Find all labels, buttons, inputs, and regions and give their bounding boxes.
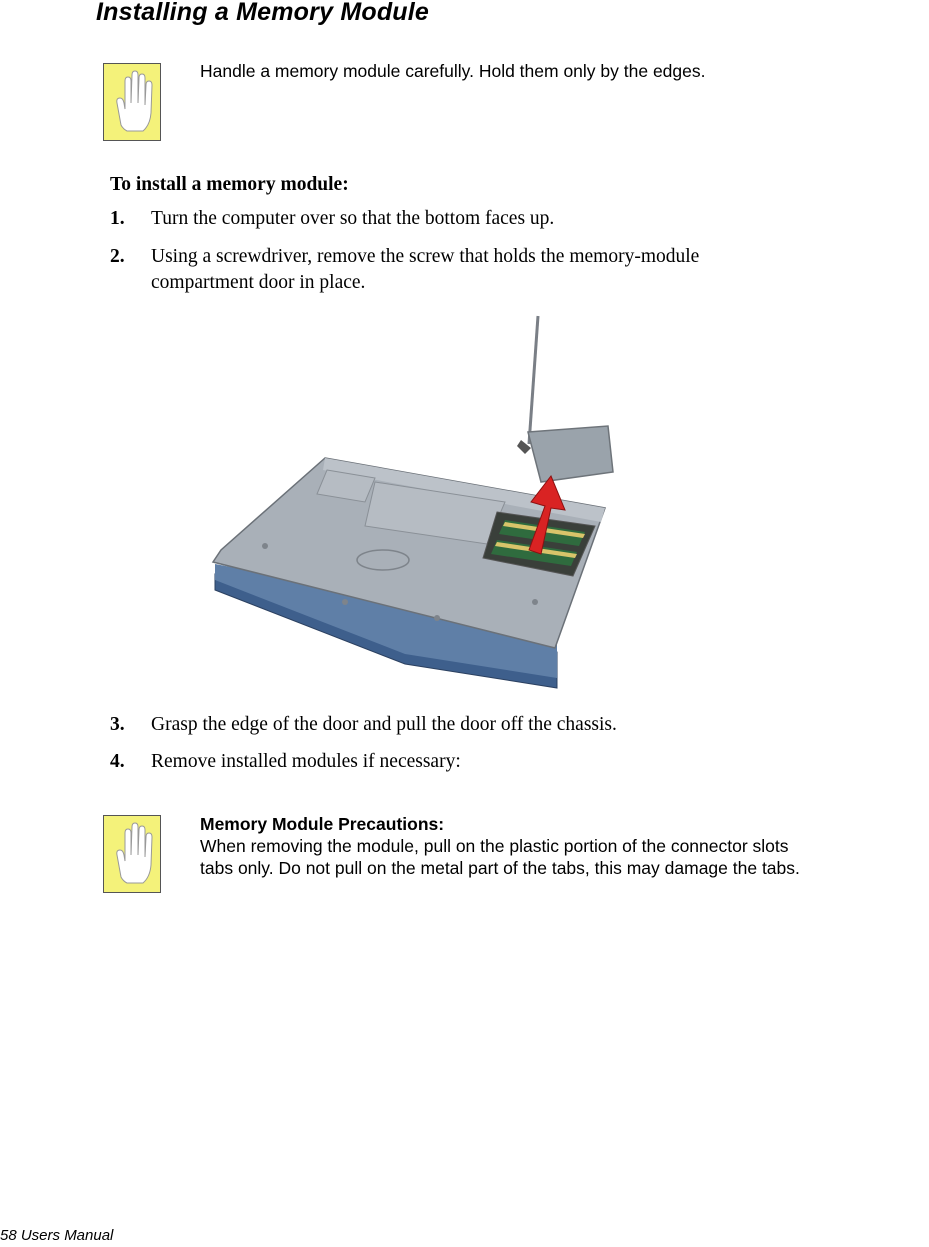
step-4 xyxy=(110,749,870,775)
step-number: 3. xyxy=(110,714,125,735)
step-number: 4. xyxy=(110,751,125,772)
step-3 xyxy=(110,712,870,738)
caution-text: Handle a memory module carefully. Hold them only by the edges. xyxy=(200,61,706,81)
precautions-line: When removing the module, pull on the plastic portion of the connector slots xyxy=(200,836,789,856)
precautions-note xyxy=(200,813,800,879)
caution-hand-icon xyxy=(103,815,161,893)
step-text: Remove installed modules if necessary: xyxy=(151,751,461,772)
page-title: Installing a Memory Module xyxy=(96,0,430,26)
precautions-line: tabs only. Do not pull on the metal part of the tabs, this may damage the tabs. xyxy=(200,858,800,878)
step-text-continued: compartment door in place. xyxy=(151,272,366,293)
step-number: 2. xyxy=(110,246,125,267)
procedure-heading: To install a memory module: xyxy=(110,174,349,195)
page-footer: 58 Users Manual xyxy=(0,1227,114,1244)
step-2 xyxy=(110,244,870,296)
step-1 xyxy=(110,206,870,232)
step-text: Grasp the edge of the door and pull the door off the chassis. xyxy=(151,714,617,735)
step-text: Using a screwdriver, remove the screw that holds the memory-module xyxy=(151,246,700,267)
caution-hand-icon xyxy=(103,63,161,141)
screwdriver-icon xyxy=(529,316,538,444)
step-number: 1. xyxy=(110,208,125,229)
step-text: Turn the computer over so that the bottom faces up. xyxy=(151,208,555,229)
precautions-title: Memory Module Precautions: xyxy=(200,814,445,834)
memory-door-icon xyxy=(528,426,613,482)
laptop-memory-door-illustration xyxy=(205,312,625,694)
